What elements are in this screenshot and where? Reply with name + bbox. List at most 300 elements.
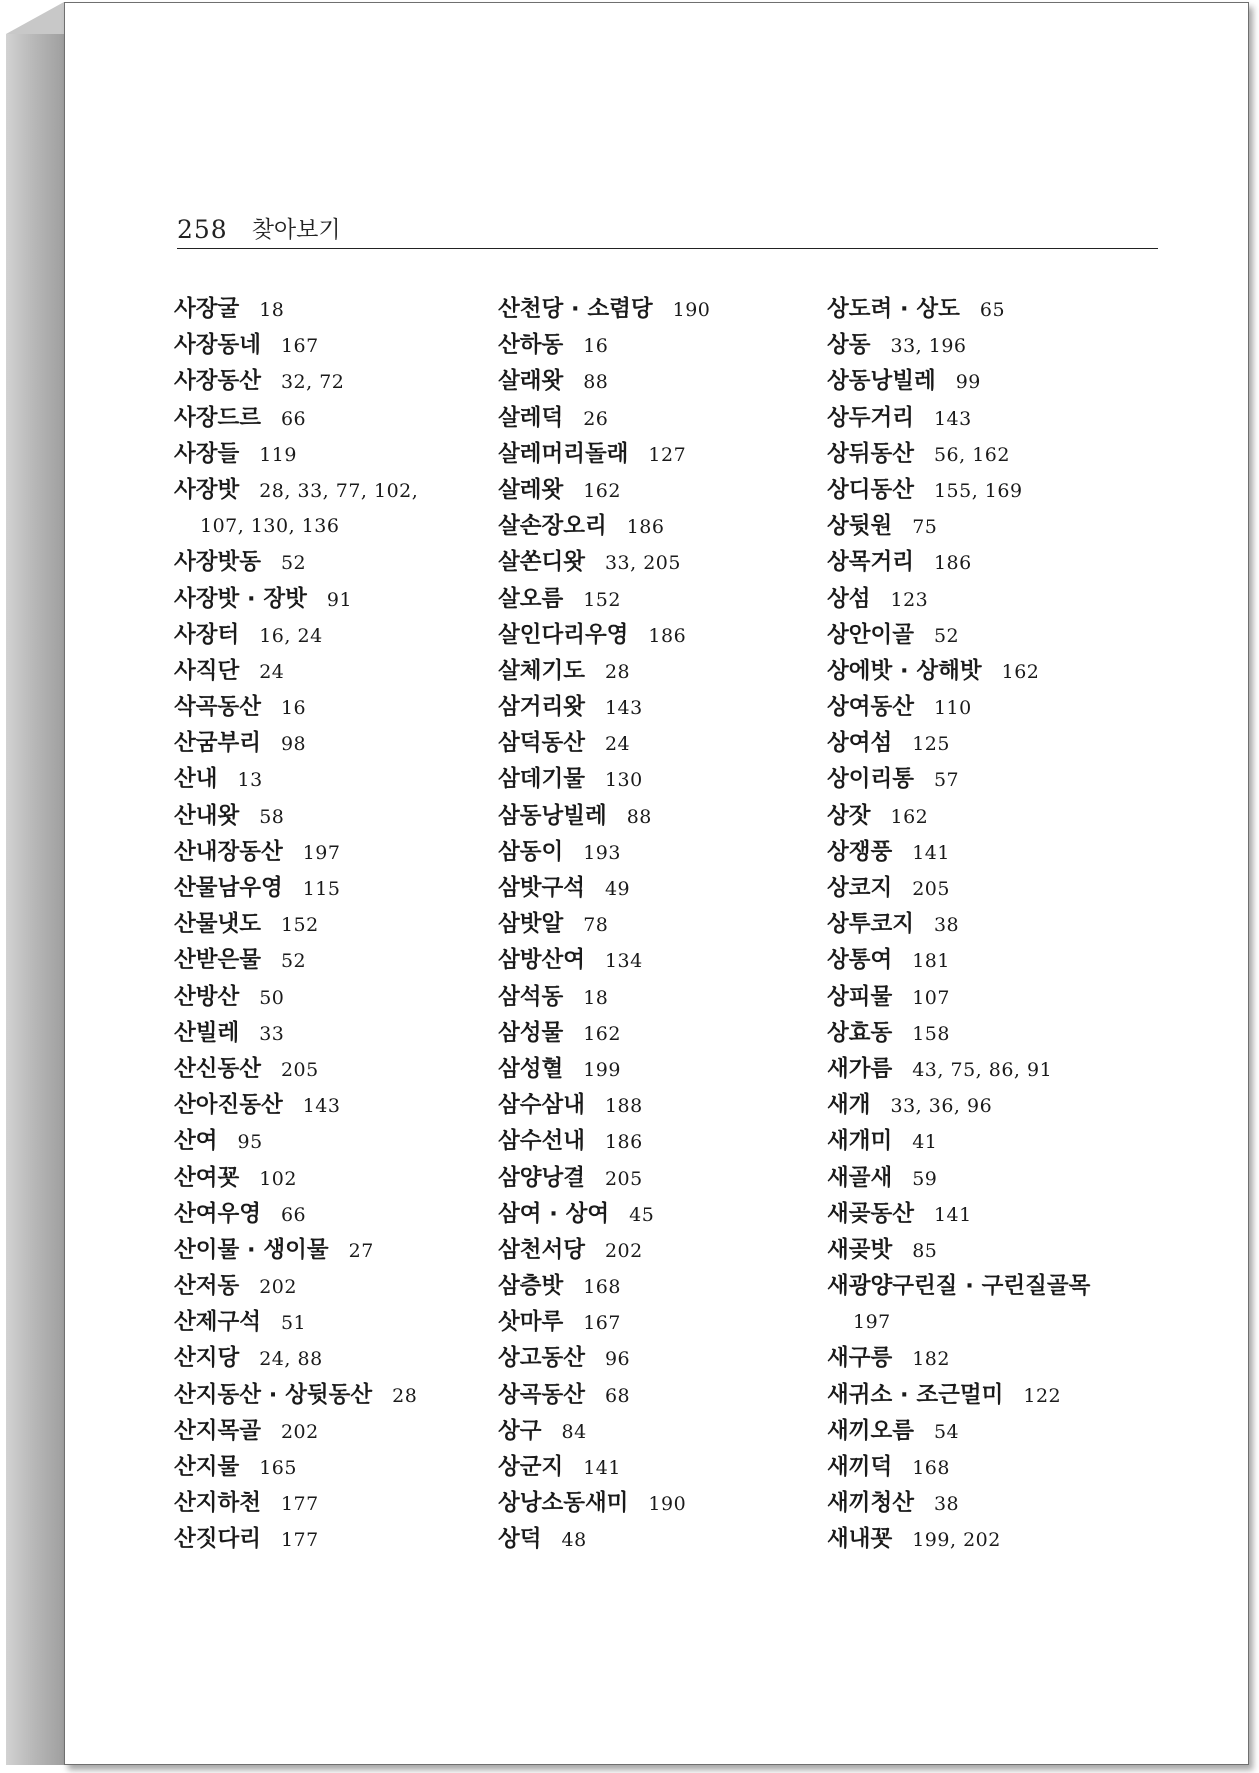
index-page-numbers: 102: [259, 1167, 297, 1190]
index-page-numbers: 197: [853, 1311, 891, 1334]
index-entry: [498, 436, 798, 472]
index-entry: [174, 1232, 474, 1268]
index-entry: [174, 979, 474, 1015]
index-page-numbers: 26: [583, 407, 609, 430]
index-page-numbers: 59: [912, 1167, 938, 1190]
index-term: 산짓다리: [174, 1526, 261, 1553]
index-entry: [498, 761, 798, 797]
index-entry: [498, 689, 798, 725]
index-column-3: [827, 291, 1160, 1558]
index-entry: [827, 689, 1160, 725]
index-page-numbers: 38: [933, 914, 960, 937]
index-page-numbers: 52: [280, 950, 307, 973]
index-page-numbers: 193: [583, 841, 621, 864]
index-entry: [827, 1449, 1160, 1485]
index-entry: [498, 1051, 798, 1087]
index-term: 상쟁풍: [827, 838, 893, 865]
index-page-numbers: 202: [280, 1420, 319, 1443]
index-term: 상동낭빌레: [827, 368, 936, 395]
index-term: 새끼덕: [827, 1454, 893, 1480]
index-entry: [827, 363, 1160, 399]
index-page-numbers: 91: [326, 588, 353, 611]
index-page-numbers: 182: [912, 1348, 950, 1371]
index-page-numbers: 75: [912, 516, 938, 539]
index-term: 산물남우영: [174, 875, 283, 901]
index-page-numbers: 52: [280, 552, 307, 575]
index-entry: [498, 653, 798, 689]
index-term: 삭곡동산: [174, 694, 261, 721]
index-entry: [827, 1377, 1160, 1413]
index-page-numbers: 24: [259, 660, 285, 683]
index-page-numbers: 143: [302, 1095, 341, 1118]
index-entry: [827, 1485, 1160, 1521]
index-page-numbers: 199: [583, 1058, 621, 1081]
index-term: 산여: [174, 1128, 218, 1155]
index-entry: [174, 1340, 474, 1376]
index-term: 새가름: [827, 1055, 893, 1082]
index-term: 새구릉: [827, 1345, 893, 1372]
index-page-numbers: 130: [604, 769, 643, 792]
index-entry: [174, 1304, 474, 1340]
index-entry: [498, 544, 798, 580]
index-term: 상동: [827, 332, 871, 359]
index-term: 삼수삼내: [498, 1092, 585, 1119]
index-page-numbers: 125: [912, 733, 950, 756]
index-term: 상도려 · 상도: [827, 296, 960, 322]
index-term: 산받은물: [174, 947, 261, 974]
index-term: 산신동산: [174, 1055, 261, 1082]
index-entry: [174, 834, 474, 870]
index-entry: [827, 617, 1160, 653]
index-term: 사장밧동: [174, 549, 261, 576]
index-entry: [498, 870, 798, 906]
index-page-numbers: 152: [583, 588, 621, 611]
index-entry: [498, 1485, 798, 1521]
index-term: 새곶밧: [827, 1236, 893, 1263]
index-page-numbers: 16, 24: [259, 624, 323, 647]
index-page-numbers: 155, 169: [933, 479, 1023, 502]
index-page-numbers: 110: [933, 697, 972, 720]
index-entry: [174, 1485, 474, 1521]
index-entry: [827, 472, 1160, 508]
index-entry: [498, 291, 798, 327]
index-page-numbers: 18: [259, 299, 285, 321]
index-entry: [827, 1160, 1160, 1196]
index-page-numbers: 16: [583, 335, 609, 358]
index-page-numbers: 24, 88: [259, 1348, 323, 1371]
index-term: 산여꾯: [174, 1164, 240, 1191]
index-entry: [827, 979, 1160, 1015]
index-page-numbers: 88: [626, 805, 652, 828]
index-term: 산하동: [498, 332, 564, 359]
index-term: 상안이골: [827, 621, 914, 648]
index-page-numbers: 43, 75, 86, 91: [912, 1058, 1053, 1081]
index-page-numbers: 41: [912, 1131, 938, 1154]
index-page-numbers: 152: [280, 914, 319, 937]
index-entry: [498, 798, 798, 834]
index-term: 산지목골: [174, 1417, 261, 1444]
index-column-1: [174, 291, 474, 1558]
index-page-numbers: 181: [912, 950, 950, 973]
index-page-numbers: 38: [933, 1493, 960, 1516]
index-entry: [498, 906, 798, 942]
index-term: 상잣: [827, 802, 871, 829]
index-page-numbers: 57: [933, 769, 960, 792]
index-entry: [498, 942, 798, 978]
index-term: 상이리통: [827, 766, 914, 793]
index-entry: [174, 363, 474, 399]
index-entry: [498, 472, 798, 508]
index-page-numbers: 65: [979, 299, 1006, 321]
index-term: 새골새: [827, 1164, 893, 1191]
index-term: 삼수선내: [498, 1128, 585, 1155]
index-page-numbers: 78: [583, 914, 609, 937]
index-page-numbers: 168: [912, 1457, 950, 1479]
index-page-numbers: 143: [933, 407, 972, 430]
index-term: 삼양낭결: [498, 1164, 585, 1191]
index-page-numbers: 33, 36, 96: [890, 1095, 993, 1118]
index-page-numbers: 52: [933, 624, 960, 647]
index-page-numbers: 28: [604, 660, 631, 683]
index-page-numbers: 84: [561, 1420, 587, 1443]
index-term: 사장밧: [174, 476, 240, 503]
index-page-numbers: 188: [604, 1095, 643, 1118]
index-entry: [498, 581, 798, 617]
index-page-numbers: 68: [604, 1384, 631, 1407]
index-entry: [827, 291, 1160, 327]
index-term: 새개미: [827, 1128, 893, 1155]
index-page-numbers: 107: [912, 986, 950, 1009]
index-entry: [498, 834, 798, 870]
index-page-numbers: 202: [259, 1276, 297, 1299]
index-term: 삼동낭빌레: [498, 802, 607, 829]
index-page-numbers: 205: [604, 1167, 643, 1190]
index-term: 삼천서당: [498, 1236, 585, 1263]
index-page-numbers: 13: [237, 769, 263, 792]
index-term: 산천당 · 소렴당: [498, 296, 653, 322]
index-page-numbers: 119: [259, 443, 297, 466]
index-entry: [827, 581, 1160, 617]
index-term: 상여섬: [827, 730, 893, 757]
index-page-numbers: 123: [890, 588, 929, 611]
index-term: 새개: [827, 1092, 871, 1119]
index-term: 상고동산: [498, 1345, 585, 1372]
index-entry: [827, 436, 1160, 472]
index-entry: [174, 1051, 474, 1087]
index-entry: [498, 1268, 798, 1304]
index-term: 삼데기물: [498, 766, 585, 793]
index-term: 상구: [498, 1417, 542, 1444]
index-term: 삼성혈: [498, 1055, 564, 1082]
index-term: 사장동산: [174, 368, 261, 395]
index-term: 삼밧구석: [498, 875, 585, 901]
index-entry: [174, 400, 474, 436]
index-term: 상효동: [827, 1019, 893, 1046]
page-header: [177, 205, 1158, 249]
index-page-numbers: 168: [583, 1276, 621, 1299]
index-entry: [174, 689, 474, 725]
index-entry: [174, 1449, 474, 1485]
index-term: 상코지: [827, 875, 893, 901]
index-entry: [174, 1268, 474, 1304]
index-entry: [174, 725, 474, 761]
page-number: 258: [177, 215, 228, 244]
index-page-numbers: 99: [955, 371, 981, 394]
index-entry: [498, 1377, 798, 1413]
index-page-numbers: 141: [583, 1457, 621, 1479]
index-entry: [174, 761, 474, 797]
index-page-numbers: 122: [1023, 1384, 1062, 1407]
index-term: 살레머리돌래: [498, 440, 629, 467]
index-entry: [174, 327, 474, 363]
index-entry: [827, 725, 1160, 761]
index-entry: [827, 1340, 1160, 1376]
index-entry: [827, 870, 1160, 906]
index-page-numbers: 50: [259, 986, 285, 1009]
index-page-numbers: 66: [280, 1203, 307, 1226]
index-page-numbers: 27: [348, 1239, 374, 1262]
index-term: 산내왓: [174, 802, 240, 829]
index-term: 삼동이: [498, 838, 564, 865]
index-term: 살인다리우영: [498, 621, 629, 648]
index-term: 삼덕동산: [498, 730, 585, 757]
index-page-numbers: 167: [583, 1312, 621, 1335]
index-term: 상에밧 · 상해밧: [827, 657, 982, 684]
index-term: 새끼청산: [827, 1490, 914, 1517]
index-entry: [174, 942, 474, 978]
index-page-numbers: 33: [259, 1022, 285, 1045]
index-term: 사장들: [174, 440, 240, 467]
index-entry: [174, 1521, 474, 1557]
index-entry: [174, 508, 474, 544]
page-title: 찾아보기: [251, 217, 341, 243]
index-term: 산여우영: [174, 1200, 261, 1227]
index-entry: [174, 1123, 474, 1159]
index-page-numbers: 141: [933, 1203, 972, 1226]
index-term: 살쏜디왓: [498, 549, 585, 576]
index-term: 상낭소동새미: [498, 1490, 629, 1517]
index-page-numbers: 134: [604, 950, 643, 973]
index-entry: [498, 1123, 798, 1159]
index-entry: [498, 1340, 798, 1376]
index-term: 상뒷원: [827, 513, 893, 540]
index-page-numbers: 202: [604, 1239, 643, 1262]
index-term: 새내꾯: [827, 1526, 893, 1553]
index-page-numbers: 162: [583, 1022, 621, 1045]
index-page-numbers: 177: [280, 1529, 319, 1552]
index-entry: [827, 906, 1160, 942]
index-entry: [498, 1196, 798, 1232]
index-page-numbers: 162: [583, 479, 621, 502]
index-term: 살체기도: [498, 657, 585, 684]
index-page-numbers: 190: [672, 299, 711, 321]
index-term: 산아진동산: [174, 1092, 283, 1119]
index-term: 사장드르: [174, 404, 261, 431]
index-entry: [827, 1232, 1160, 1268]
index-entry: [827, 1015, 1160, 1051]
index-entry: [174, 544, 474, 580]
index-entry: [498, 400, 798, 436]
index-page-numbers: 205: [280, 1058, 319, 1081]
index-page-numbers: 205: [912, 878, 950, 900]
index-page-numbers: 85: [912, 1239, 938, 1262]
index-entry: [498, 327, 798, 363]
index-entry: [827, 834, 1160, 870]
index-page-numbers: 143: [604, 697, 643, 720]
index-term: 상목거리: [827, 549, 914, 576]
index-page-numbers: 162: [890, 805, 929, 828]
index-entry: [498, 1160, 798, 1196]
index-page-numbers: 56, 162: [933, 443, 1010, 466]
index-entry: [498, 617, 798, 653]
index-page-numbers: 165: [259, 1457, 297, 1479]
index-term: 산내장동산: [174, 838, 283, 865]
index-term: 사장밧 · 장밧: [174, 585, 307, 612]
index-page-numbers: 177: [280, 1493, 319, 1516]
index-term: 삼밧알: [498, 911, 564, 938]
index-entry: [827, 1087, 1160, 1123]
index-entry: [498, 1413, 798, 1449]
index-term: 새끼오름: [827, 1417, 914, 1444]
index-term: 삼여 · 상여: [498, 1200, 610, 1227]
index-entry: [174, 1015, 474, 1051]
index-entry: [498, 363, 798, 399]
index-entry: [498, 1304, 798, 1340]
index-entry: [827, 544, 1160, 580]
index-entry: [827, 942, 1160, 978]
index-page-numbers: 96: [604, 1348, 631, 1371]
index-page-numbers: 88: [583, 371, 609, 394]
index-page-numbers: 45: [629, 1203, 655, 1226]
index-entry: [174, 1413, 474, 1449]
index-page-numbers: 95: [237, 1131, 263, 1154]
index-term: 사직단: [174, 657, 240, 684]
index-page-numbers: 197: [302, 841, 341, 864]
index-term: 상두거리: [827, 404, 914, 431]
index-page-numbers: 186: [604, 1131, 643, 1154]
index-entry: [174, 1377, 474, 1413]
index-page-numbers: 48: [561, 1529, 587, 1552]
book-spine: [6, 34, 64, 1765]
index-term: 산저동: [174, 1273, 240, 1300]
index-entry: [498, 508, 798, 544]
index-term: 사장굴: [174, 296, 240, 322]
index-entry: [174, 1196, 474, 1232]
index-entry: [174, 653, 474, 689]
index-entry: [827, 1268, 1160, 1304]
index-entry: [174, 1087, 474, 1123]
index-term: 상여동산: [827, 694, 914, 721]
index-term: 살손장오리: [498, 513, 607, 540]
index-entry: [827, 508, 1160, 544]
index-term: 살래왓: [498, 368, 564, 395]
index-term: 새귀소 · 조근멀미: [827, 1381, 1004, 1408]
index-term: 산제구석: [174, 1309, 261, 1336]
index-page-numbers: 127: [648, 443, 687, 466]
index-term: 삿마루: [498, 1309, 564, 1336]
index-entry: [827, 1123, 1160, 1159]
index-term: 새광양구린질 · 구린질골목: [827, 1273, 1091, 1300]
index-term: 살오름: [498, 585, 564, 612]
index-term: 산방산: [174, 983, 240, 1010]
index-entry: [498, 725, 798, 761]
index-entry: [174, 581, 474, 617]
index-term: 새곶동산: [827, 1200, 914, 1227]
index-term: 산내: [174, 766, 218, 793]
index-term: 삼방산여: [498, 947, 585, 974]
index-page-numbers: 186: [626, 516, 665, 539]
index-page-numbers: 162: [1001, 660, 1040, 683]
index-entry: [498, 1521, 798, 1557]
index-page-numbers: 54: [933, 1420, 960, 1443]
index-entry: [827, 327, 1160, 363]
index-entry: [498, 1087, 798, 1123]
index-term: 살레덕: [498, 404, 564, 431]
index-entry: [174, 617, 474, 653]
index-page-numbers: 190: [648, 1493, 687, 1516]
index-term: 상섬: [827, 585, 871, 612]
index-page-numbers: 158: [912, 1022, 950, 1045]
index-page-numbers: 16: [280, 697, 307, 720]
index-page-numbers: 115: [302, 878, 341, 900]
index-term: 산지하천: [174, 1490, 261, 1517]
index-page-numbers: 33, 205: [604, 552, 681, 575]
index-page-numbers: 28, 33, 77, 102,: [259, 479, 419, 502]
index-page-numbers: 24: [604, 733, 631, 756]
index-term: 살레왓: [498, 476, 564, 503]
index-entry: [174, 798, 474, 834]
index-page-numbers: 66: [280, 407, 307, 430]
index-entry: [827, 1304, 1160, 1340]
index-entry: [827, 653, 1160, 689]
index-entry: [827, 798, 1160, 834]
index-entry: [827, 1521, 1160, 1557]
index-entry: [174, 436, 474, 472]
index-entry: [174, 906, 474, 942]
index-page-numbers: 18: [583, 986, 609, 1009]
index-page-numbers: 199, 202: [912, 1529, 1001, 1552]
index-entry: [498, 1449, 798, 1485]
index-entry: [827, 1413, 1160, 1449]
index-entry: [827, 400, 1160, 436]
index-entry: [174, 472, 474, 508]
index-term: 산지동산 · 상뒷동산: [174, 1381, 373, 1408]
index-term: 삼층밧: [498, 1273, 564, 1300]
index-term: 산굼부리: [174, 730, 261, 757]
index-page-numbers: 98: [280, 733, 307, 756]
index-term: 산지당: [174, 1345, 240, 1372]
index-page-numbers: 51: [280, 1312, 307, 1335]
index-term: 상디동산: [827, 476, 914, 503]
index-page-numbers: 49: [604, 878, 631, 900]
index-page-numbers: 186: [648, 624, 687, 647]
index-term: 상덕: [498, 1526, 542, 1553]
index-entry: [498, 1015, 798, 1051]
index-term: 산물냇도: [174, 911, 261, 938]
index-term: 상피물: [827, 983, 893, 1010]
index-page-numbers: 186: [933, 552, 972, 575]
index-entry: [827, 761, 1160, 797]
index-entry: [498, 979, 798, 1015]
index-page-numbers: 167: [280, 335, 319, 358]
index-entry: [827, 1196, 1160, 1232]
index-entry: [498, 1232, 798, 1268]
index-page-numbers: 58: [259, 805, 285, 828]
index-term: 산이물 · 생이물: [174, 1236, 329, 1263]
index-term: 삼성물: [498, 1019, 564, 1046]
index-term: 산빌레: [174, 1019, 240, 1046]
index-entry: [174, 291, 474, 327]
